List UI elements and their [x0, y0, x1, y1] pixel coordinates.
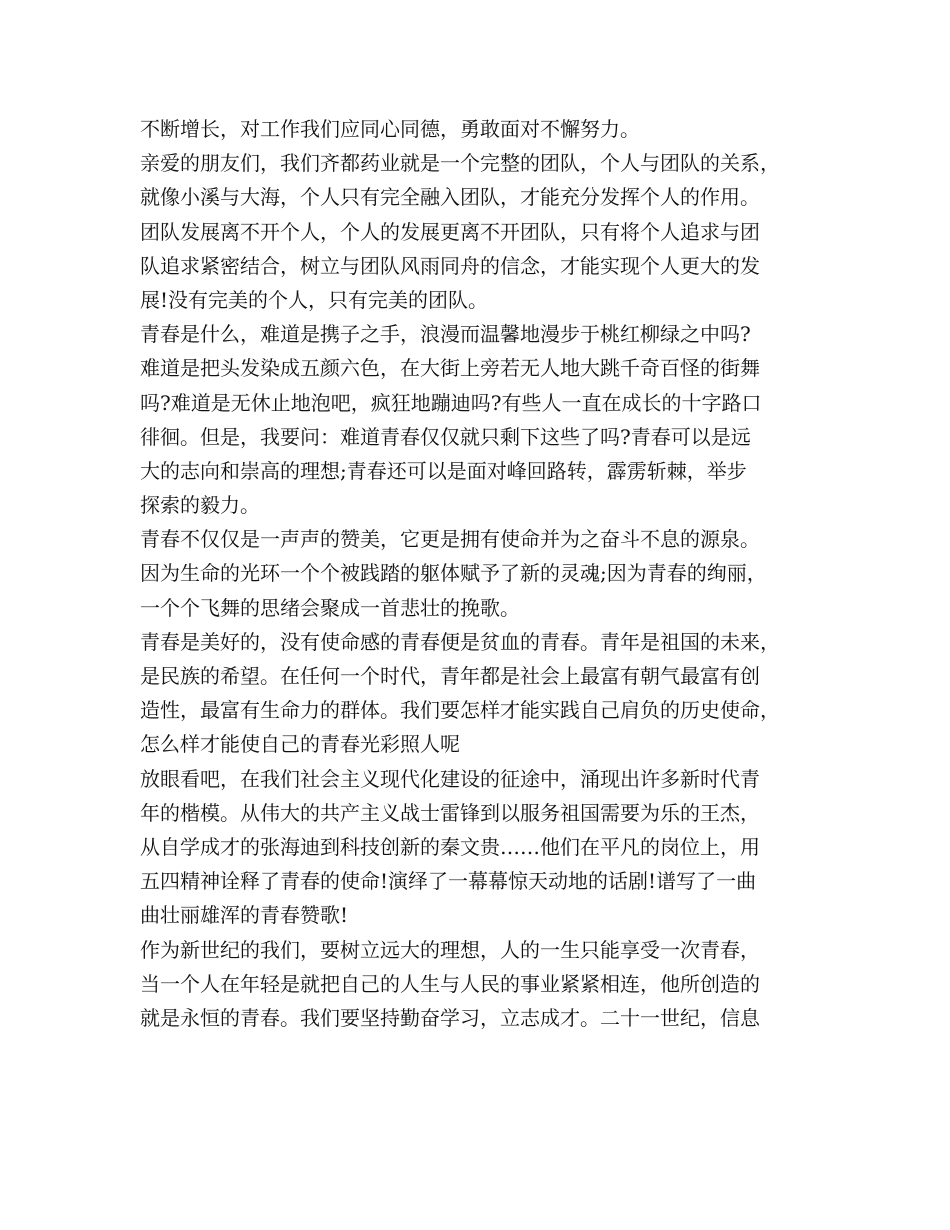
text-line: 当一个人在年轻是就把自己的人生与人民的事业紧紧相连，他所创造的 [140, 971, 760, 996]
text-line: 吗?难道是无休止地泡吧，疯狂地蹦迪吗?有些人一直在成长的十字路口 [140, 390, 762, 415]
text-line: 青春是美好的，没有使命感的青春便是贫血的青春。青年是祖国的未来， [140, 629, 780, 654]
text-line: 作为新世纪的我们，要树立远大的理想，人的一生只能享受一次青春， [140, 937, 760, 962]
text-line: 五四精神诠释了青春的使命!演绎了一幕幕惊天动地的话剧!谱写了一曲 [140, 869, 757, 894]
text-line: 就像小溪与大海，个人只有完全融入团队，才能充分发挥个人的作用。 [140, 185, 760, 210]
text-line: 从自学成才的张海迪到科技创新的秦文贵……他们在平凡的岗位上，用 [140, 834, 760, 859]
text-line: 大的志向和崇高的理想;青春还可以是面对峰回路转，霹雳斩棘，举步 [140, 458, 747, 483]
text-line: 难道是把头发染成五颜六色，在大街上旁若无人地大跳千奇百怪的街舞 [140, 356, 760, 381]
text-line: 是民族的希望。在任何一个时代，青年都是社会上最富有朝气最富有创 [140, 664, 760, 688]
text-line: 放眼看吧，在我们社会主义现代化建设的征途中，涌现出许多新时代青 [140, 766, 760, 791]
document-body [140, 112, 840, 1035]
text-line: 就是永恒的青春。我们要坚持勤奋学习，立志成才。二十一世纪，信息 [140, 1005, 760, 1030]
text-line: 展!没有完美的个人，只有完美的团队。 [140, 287, 489, 312]
text-line: 怎么样才能使自己的青春光彩照人呢 [140, 732, 460, 757]
text-line: 因为生命的光环一个个被践踏的躯体赋予了新的灵魂;因为青春的绚丽， [140, 561, 767, 586]
text-line: 不断增长，对工作我们应同心同德，勇敢面对不懈努力。 [140, 117, 640, 141]
text-line: 青春不仅仅是一声声的赞美，它更是拥有使命并为之奋斗不息的源泉。 [140, 527, 760, 552]
text-line: 探索的毅力。 [140, 493, 260, 518]
text-line: 青春是什么，难道是携子之手，浪漫而温馨地漫步于桃红柳绿之中吗? [140, 322, 751, 347]
text-line: 年的楷模。从伟大的共产主义战士雷锋到以服务祖国需要为乐的王杰， [140, 800, 760, 825]
text-line: 亲爱的朋友们，我们齐都药业就是一个完整的团队，个人与团队的关系， [140, 151, 780, 176]
text-line: 队追求紧密结合，树立与团队风雨同舟的信念，才能实现个人更大的发 [140, 253, 760, 278]
text-line: 团队发展离不开个人，个人的发展更离不开团队，只有将个人追求与团 [140, 219, 760, 244]
text-line: 一个个飞舞的思绪会聚成一首悲壮的挽歌。 [140, 595, 520, 620]
text-line: 徘徊。但是，我要问：难道青春仅仅就只剩下这些了吗?青春可以是远 [140, 424, 751, 449]
text-line: 曲壮丽雄浑的青春赞歌! [140, 903, 349, 928]
text-line: 造性，最富有生命力的群体。我们要怎样才能实践自己肩负的历史使命， [140, 698, 780, 723]
